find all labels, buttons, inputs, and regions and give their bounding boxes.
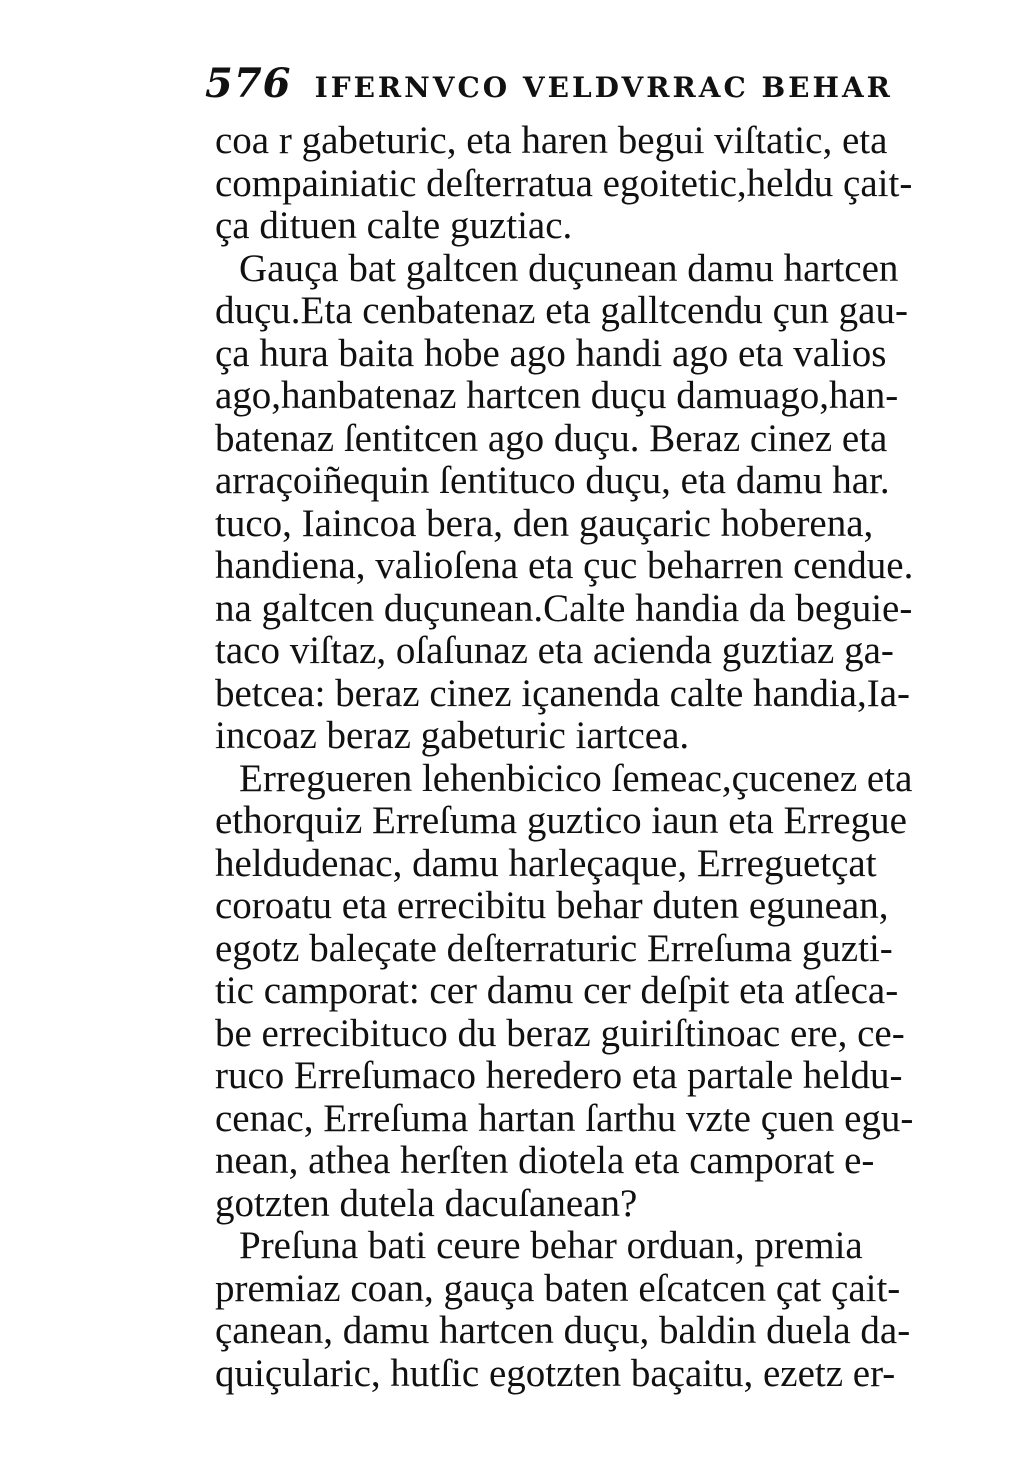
running-head: IFERNVCO VELDVRRAC BEHAR	[314, 71, 893, 104]
text-line: ça hura baita hobe ago handi ago eta valios	[215, 331, 887, 375]
text-line: be errecibituco du beraz guiriſtinoac ere, ce-	[215, 1011, 905, 1055]
text-line: ethorquiz Erreſuma guztico iaun eta Erregue	[215, 799, 907, 842]
text-line: cenac, Erreſuma hartan ſarthu vzte çuen egu-	[215, 1096, 914, 1140]
text-line: nean, athea herſten diotela eta camporat e-	[215, 1139, 875, 1182]
text-line: handiena, valioſena eta çuc beharren cendue.	[215, 544, 914, 587]
text-line: batenaz ſentitcen ago duçu. Beraz cinez eta	[215, 416, 888, 460]
text-line: incoaz beraz gabeturic iartcea.	[215, 714, 690, 757]
text-line: Gauça bat galtcen duçunean damu hartcen	[239, 246, 899, 290]
text-line: na galtcen duçunean.Calte handia da beguie-	[215, 586, 913, 630]
text-line: quiçularic, hutſic egotzten baçaitu, ezetz er-	[215, 1351, 896, 1395]
text-line: ça dituen calte guztiac.	[215, 204, 573, 247]
text-line: ruco Erreſumaco heredero eta partale heldu-	[215, 1054, 903, 1097]
page-number: 576	[205, 60, 292, 107]
text-line: coa r gabeturic, eta haren begui viſtatic, eta	[215, 119, 888, 162]
text-line: ago,hanbatenaz hartcen duçu damuago,han-	[215, 374, 899, 417]
text-line: arraçoiñequin ſentituco duçu, eta damu har.	[215, 459, 890, 502]
text-line: duçu.Eta cenbatenaz eta galltcendu çun gau-	[215, 289, 908, 332]
text-line: çanean, damu hartcen duçu, baldin duela da-	[215, 1309, 911, 1352]
text-line: gotzten dutela dacuſanean?	[215, 1181, 638, 1225]
text-line: Erregueren lehenbicico ſemeac,çucenez eta	[239, 756, 913, 800]
text-line: betcea: beraz cinez içanenda calte handia,Ia-	[215, 671, 911, 715]
text-line: compainiatic deſterratua egoitetic,heldu çait-	[215, 161, 913, 205]
body-text	[215, 120, 935, 1395]
text-line: Preſuna bati ceure behar orduan, premia	[239, 1224, 863, 1267]
text-line: coroatu eta errecibitu behar duten egunean,	[215, 884, 889, 927]
text-line: heldudenac, damu harleçaque, Erreguetçat	[215, 841, 877, 885]
text-line: taco viſtaz, oſaſunaz eta acienda guztiaz ga-	[215, 629, 894, 672]
text-line: premiaz coan, gauça baten eſcatcen çat çait-	[215, 1266, 901, 1310]
text-line: tic camporat: cer damu cer deſpit eta atſeca-	[215, 969, 899, 1012]
text-line: egotz baleçate deſterraturic Erreſuma guzti-	[215, 926, 893, 970]
page-header	[205, 60, 893, 107]
text-line: tuco, Iaincoa bera, den gauçaric hoberena,	[215, 501, 874, 545]
